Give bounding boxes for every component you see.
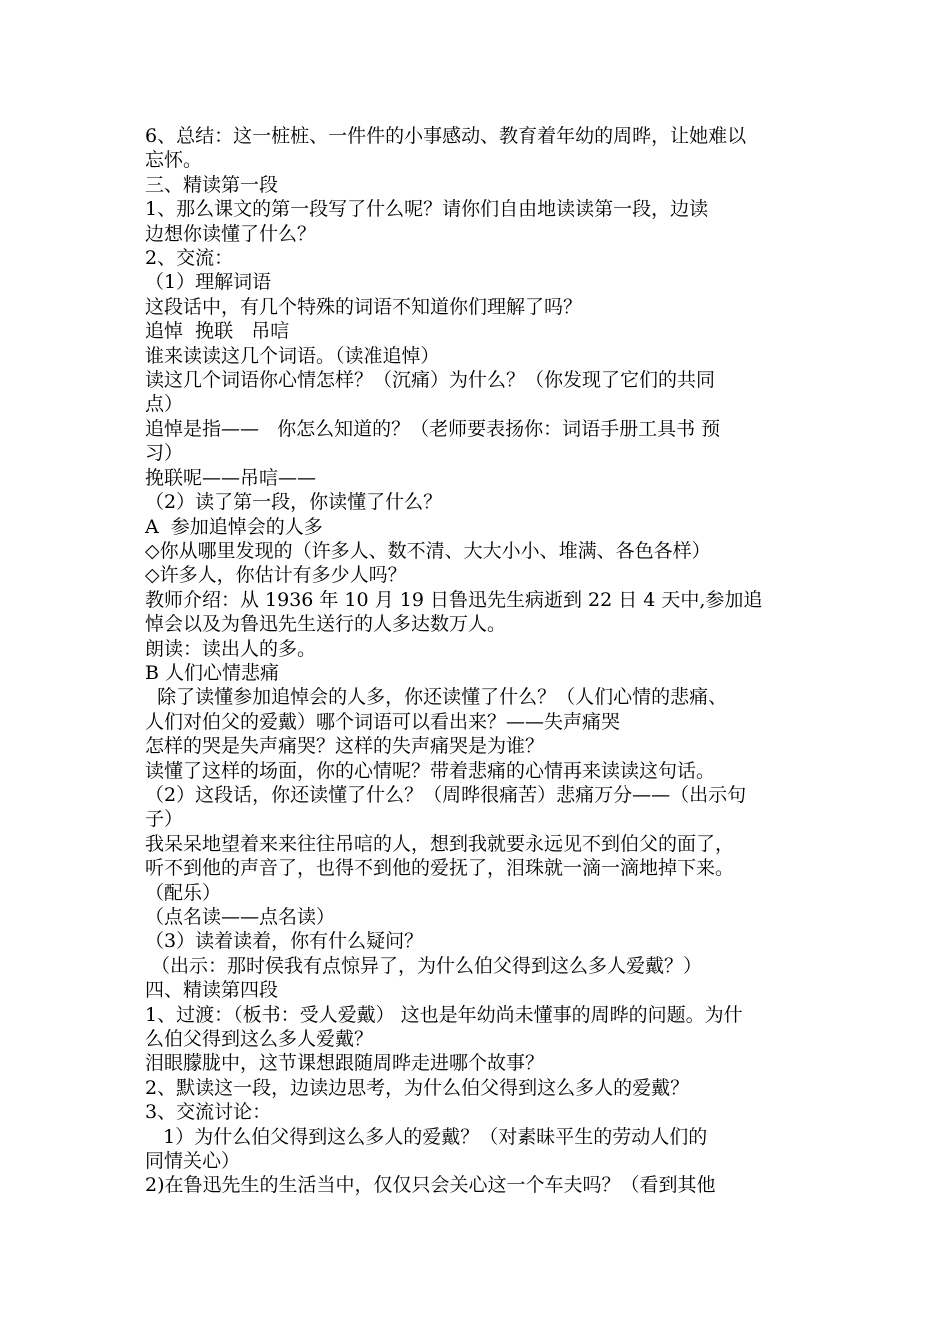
text-line: （配乐） bbox=[145, 881, 222, 904]
text-line: （2）读了第一段，你读懂了什么？ bbox=[145, 491, 443, 514]
text-line: 我呆呆地望着来来往往吊唁的人，想到我就要永远见不到伯父的面了， bbox=[145, 832, 735, 855]
text-line: 泪眼朦胧中，这节课想跟随周晔走进哪个故事？ bbox=[145, 1052, 545, 1075]
text-line: 2、默读这一段，边读边思考，为什么伯父得到这么多人的爱戴？ bbox=[145, 1076, 690, 1099]
text-line: 这段话中，有几个特殊的词语不知道你们理解了吗？ bbox=[145, 295, 583, 318]
text-line: 同情关心） bbox=[145, 1150, 241, 1173]
text-line: 除了读懂参加追悼会的人多，你还读懂了什么？（人们心情的悲痛、 bbox=[145, 686, 728, 709]
text-line: ◇许多人，你估计有多少人吗？ bbox=[145, 564, 407, 587]
document-page bbox=[145, 124, 813, 1198]
text-line: （点名读——点名读） bbox=[145, 906, 336, 928]
text-line: 朗读：读出人的多。 bbox=[145, 637, 317, 660]
text-line: B 人们心情悲痛 bbox=[145, 661, 280, 684]
text-line: 人们对伯父的爱戴）哪个词语可以看出来？——失声痛哭 bbox=[145, 710, 621, 733]
text-line: 1、过渡：（板书：受人爱戴） 这也是年幼尚未懂事的周晔的问题。为什 bbox=[145, 1003, 743, 1026]
text-line: 忘怀。 bbox=[145, 149, 203, 172]
text-line: 边想你读懂了什么？ bbox=[145, 222, 317, 245]
text-line: 3、交流讨论： bbox=[145, 1101, 272, 1124]
text-line: 读这几个词语你心情怎样？（沉痛）为什么？（你发现了它们的共同 bbox=[145, 369, 716, 392]
text-line: 追悼是指—— 你怎么知道的？（老师要表扬你：词语手册工具书 预 bbox=[145, 417, 721, 440]
text-line: 听不到他的声音了，也得不到他的爱抚了，泪珠就一滴一滴地掉下来。 bbox=[145, 857, 735, 880]
text-line: 子） bbox=[145, 808, 184, 831]
text-line: 么伯父得到这么多人爱戴？ bbox=[145, 1028, 374, 1051]
text-line: 悼会以及为鲁迅先生送行的人多达数万人。 bbox=[145, 613, 507, 636]
text-line: 1）为什么伯父得到这么多人的爱戴？（对素昧平生的劳动人们的 bbox=[145, 1125, 708, 1148]
text-line: 追悼 挽联 吊唁 bbox=[145, 320, 290, 343]
text-line: 习） bbox=[145, 442, 184, 465]
text-line: 教师介绍：从 1936 年 10 月 19 日鲁迅先生病逝到 22 日 4 天中,参加追 bbox=[145, 588, 763, 611]
text-line: 6、总结：这一桩桩、一件件的小事感动、教育着年幼的周晔，让她难以 bbox=[145, 125, 747, 147]
text-line: 挽联呢——吊唁—— bbox=[145, 466, 317, 489]
section-heading: 四、精读第四段 bbox=[145, 979, 279, 1002]
text-line: 读懂了这样的场面，你的心情呢？带着悲痛的心情再来读读这句话。 bbox=[145, 759, 716, 782]
section-heading: 三、精读第一段 bbox=[145, 173, 279, 196]
text-line: （2）这段话，你还读懂了什么？（周晔很痛苦）悲痛万分——（出示句 bbox=[145, 783, 747, 806]
text-line: 谁来读读这几个词语。（读准追悼） bbox=[145, 344, 440, 367]
text-line: 2、交流： bbox=[145, 247, 234, 270]
text-line: （3）读着读着，你有什么疑问？ bbox=[145, 930, 424, 953]
text-line: ◇你从哪里发现的（许多人、数不清、大大小小、堆满、各色各样） bbox=[145, 539, 711, 562]
text-line: （1）理解词语 bbox=[145, 271, 272, 294]
text-line: 1、那么课文的第一段写了什么呢？请你们自由地读读第一段，边读 bbox=[145, 198, 709, 221]
text-line: A 参加追悼会的人多 bbox=[145, 515, 323, 538]
text-line: 怎样的哭是失声痛哭？这样的失声痛哭是为谁？ bbox=[145, 735, 545, 758]
text-line: 2)在鲁迅先生的生活当中，仅仅只会关心这一个车夫吗？（看到其他 bbox=[145, 1174, 716, 1197]
text-line: （出示：那时侯我有点惊异了，为什么伯父得到这么多人爱戴？） bbox=[145, 954, 703, 977]
text-line: 点） bbox=[145, 393, 184, 416]
